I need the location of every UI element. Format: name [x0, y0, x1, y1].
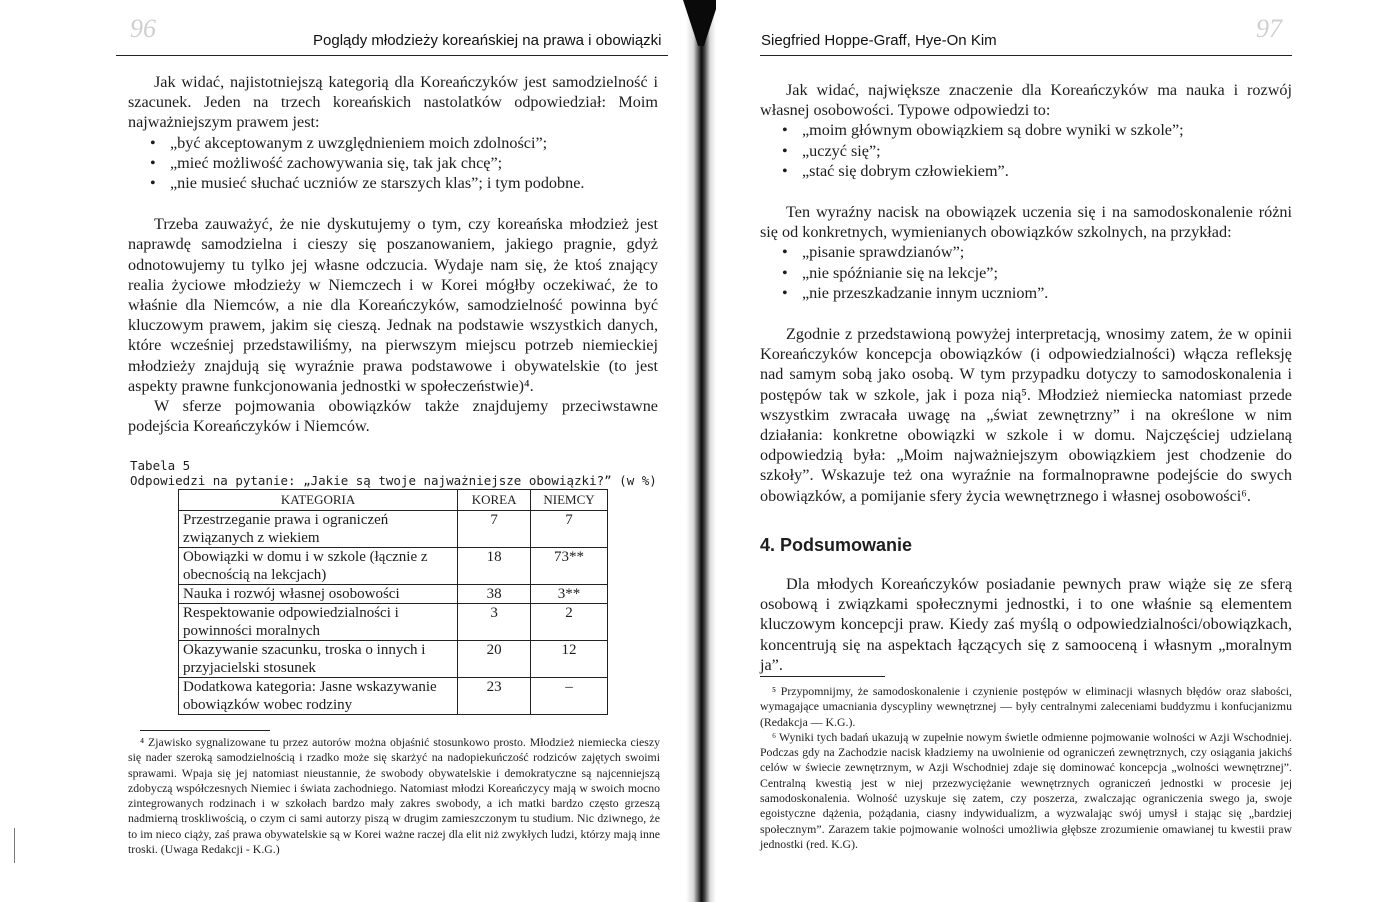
rights-list: [128, 133, 658, 194]
korea-cell: 20: [458, 641, 531, 678]
footnote: ⁴ Zjawisko sygnalizowane tu przez autorów można objaśnić stosunkowo prosto. Młodzież niemiecka cieszy się nader szeroką samodzielnością i rzadko może się skarżyć na nadopiekuńczość rodziców zajętych swoimi sprawami. Wpaja się jej natomiast nieustannie, że swobody obywatelskie i demokratyczne są najcenniejszą zdobyczą współczesnych Niemiec i świata zachodniego. Natomiast młodzi Koreańczycy mają w swoich mocno zintegrowanych rodzinach i w szkołach bardzo mały zakres swobody, a ich matki bardzo często grzeszą nadmierną troskliwością, o czym ci sami autorzy piszą w drugim zamieszczonym tu studium. Nic dziwnego, że to im nieco ciąży, zaś prawa obywatelskie są w Korei ważne raczej dla elit niż zwykłych ludzi, którzy mają inne troski. (Uwaga Redakcji - K.G.): [128, 735, 660, 857]
running-head: Poglądy młodzieży koreańskiej na prawa i obowiązki: [313, 32, 662, 49]
paragraph: Trzeba zauważyć, że nie dyskutujemy o tym, czy koreańska młodzież jest naprawdę samodzielna i cieszy się poszanowaniem, jakiego pragnie, gdyż odnotowujemy tu tylko jej własne odczucia. Wydaje nam się, że ktoś znający realia życiowe młodzieży w Niemczech i w Korei mógłby oczekiwać, że to właśnie dla Niemców, a nie dla Koreańczyków, samodzielność powinna być kluczowym prawem, jakim się cieszą. Jednak na podstawie wszystkich danych, które wcześniej przedstawiliśmy, na pierwszym miejscu potrzeb niemieckiej młodzieży znajdują się wyraźnie prawa podstawowe i obywatelskie (to jest aspekty prawne funkcjonowania jednostki w społeczeństwie)⁴.: [128, 215, 658, 395]
table-label: Tabela 5: [130, 458, 191, 473]
list-item: • „moim głównym obowiązkiem są dobre wyniki w szkole”;: [782, 121, 1184, 140]
header-rule: [116, 55, 668, 56]
table-row: [179, 585, 608, 604]
paragraph: Dla młodych Koreańczyków posiadanie pewnych praw wiąże się ze sferą osobową i związkami społecznymi jednostki, i to one właśnie są elementem kluczowym koncepcji praw. Kiedy zaś myślą o odpowiedzialności/obowiązkach, koncentrują się na aspektach łączących się z samooceną i własnym „moralnym ja”.: [760, 575, 1292, 674]
niemcy-cell: –: [531, 678, 608, 715]
data-table: [178, 489, 608, 715]
category-cell: Respektowanie odpowiedzialności i powinności moralnych: [179, 604, 458, 641]
footnote: ⁵ Przypomnijmy, że samodoskonalenie i czynienie postępów w eliminacji własnych błędów oraz słabości, wymagające umacniania dyscypliny wewnętrznej — były centralnymi zaleceniami buddyzmu i konfucjanizmu (Redakcja — K.G.).: [760, 684, 1292, 729]
footnote-rule: [760, 676, 885, 677]
category-cell: Obowiązki w domu i w szkole (łącznie z obecnością na lekcjach): [179, 548, 458, 585]
paragraph: Zgodnie z przedstawioną powyżej interpretacją, wnosimy zatem, że w opinii Koreańczyków koncepcja obowiązków (i odpowiedzialności) włącza refleksję nad samym sobą jako osobą. W tym przypadku dotyczy to samodoskonalenia i postępów tak w szkole, jak i poza nią⁵. Młodzież niemiecka natomiast przede wszystkim zwracała uwagę na „świat zewnętrzny” i na określone w nim działania: konkretne obowiązki w szkole i w domu. Najczęściej udzielaną odpowiedzią była: „Moim najważniejszym obowiązkiem jest chodzenie do szkoły”. Wskazuje też ona wyraźnie na formalnoprawne podejście do swych obowiązków, a pomijanie sfery życia wewnętrznego i własnej osobowości⁶.: [760, 325, 1292, 505]
page-number: 97: [1256, 14, 1282, 43]
duties-list: [760, 120, 1292, 181]
footnote: ⁶ Wyniki tych badań ukazują w zupełnie nowym świetle odmienne pojmowanie wolności w Azji Wschodniej. Podczas gdy na Zachodzie nacisk kładziemy na uwolnienie od ograniczeń zewnętrznych, czy osiągania jakichś celów w świecie zewnętrznym, w Azji Wschodniej zdaje się dominować koncepcja „wolności wewnętrznej”. Centralną kwestią jest w niej przezwyciężanie wewnętrznych ograniczeń jednostki w procesie jej samodoskonalenia. Wolność uzyskuje się zatem, czy poszerza, zwalczając ograniczenia swego ja, swoje egoistyczne dążenia, pożądania, ciasny indywidualizm, a wyzwalając swój umysł i stając się „bardziej społecznym”. Zarazem takie pojmowanie wolności umożliwia głębsze zrozumienie omawianej tu kwestii praw jednostki (red. K.G).: [760, 729, 1292, 851]
paragraph: Ten wyraźny nacisk na obowiązek uczenia się i na samodoskonalenie różni się od konkretnych, wymienianych obowiązków szkolnych, na przykład:: [760, 203, 1292, 242]
niemcy-cell: 7: [531, 511, 608, 548]
list-item: • „pisanie sprawdzianów”;: [782, 243, 965, 262]
niemcy-cell: 3**: [531, 585, 608, 604]
table-row: [179, 604, 608, 641]
korea-cell: 38: [458, 585, 531, 604]
paragraph: W sferze pojmowania obowiązków także znajdujemy przeciwstawne podejścia Koreańczyków i Niemców.: [128, 397, 658, 436]
column-header: KOREA: [458, 490, 531, 511]
table-caption: Odpowiedzi na pytanie: „Jakie są twoje najważniejsze obowiązki?” (w %): [130, 473, 657, 488]
niemcy-cell: 2: [531, 604, 608, 641]
korea-cell: 7: [458, 511, 531, 548]
category-cell: Przestrzeganie prawa i ograniczeń związanych z wiekiem: [179, 511, 458, 548]
margin-mark: [14, 828, 15, 863]
right-body-text: [760, 80, 1292, 506]
table-header-row: [179, 490, 608, 511]
column-header: NIEMCY: [531, 490, 608, 511]
section-heading: 4. Podsumowanie: [760, 535, 913, 555]
category-cell: Dodatkowa kategoria: Jasne wskazywanie obowiązków wobec rodziny: [179, 678, 458, 715]
category-cell: Nauka i rozwój własnej osobowości: [179, 585, 458, 604]
niemcy-cell: 73**: [531, 548, 608, 585]
table-row: [179, 548, 608, 585]
list-item: • „być akceptowanym z uwzględnieniem moich zdolności”;: [150, 133, 548, 152]
table-title: [130, 458, 670, 488]
column-header: KATEGORIA: [179, 490, 458, 511]
category-cell: Okazywanie szacunku, troska o innych i przyjacielski stosunek: [179, 641, 458, 678]
table-row: [179, 678, 608, 715]
footnote-rule: [140, 730, 270, 731]
paragraph: Jak widać, najistotniejszą kategorią dla Koreańczyków jest samodzielność i szacunek. Jeden na trzech koreańskich nastolatków odpowiedział: Moim najważniejszym prawem jest:: [128, 73, 658, 132]
korea-cell: 3: [458, 604, 531, 641]
list-item: • „nie przeszkadzanie innym uczniom”.: [782, 283, 1049, 302]
list-item: • „uczyć się”;: [782, 141, 881, 160]
running-head: Siegfried Hoppe-Graff, Hye-On Kim: [761, 32, 997, 49]
left-body-text: [128, 72, 658, 436]
list-item: • „nie musieć słuchać uczniów ze starszych klas”; i tym podobne.: [150, 174, 585, 193]
niemcy-cell: 12: [531, 641, 608, 678]
paragraph: Jak widać, największe znaczenie dla Koreańczyków ma nauka i rozwój własnej osobowości. Typowe odpowiedzi to:: [760, 81, 1292, 120]
book-gutter: [686, 0, 716, 902]
header-rule: [760, 55, 1292, 56]
left-page: [0, 0, 686, 902]
list-item: • „nie spóźnianie się na lekcje”;: [782, 263, 998, 282]
list-item: • „mieć możliwość zachowywania się, tak jak chcę”;: [150, 153, 503, 172]
list-item: • „stać się dobrym człowiekiem”.: [782, 161, 1009, 180]
korea-cell: 23: [458, 678, 531, 715]
summary-text: [760, 574, 1292, 675]
page-number: 96: [130, 14, 156, 43]
table-row: [179, 511, 608, 548]
school-duties-list: [760, 242, 1292, 303]
footnotes: [760, 684, 1292, 852]
korea-cell: 18: [458, 548, 531, 585]
table-row: [179, 641, 608, 678]
right-page: [716, 0, 1386, 902]
